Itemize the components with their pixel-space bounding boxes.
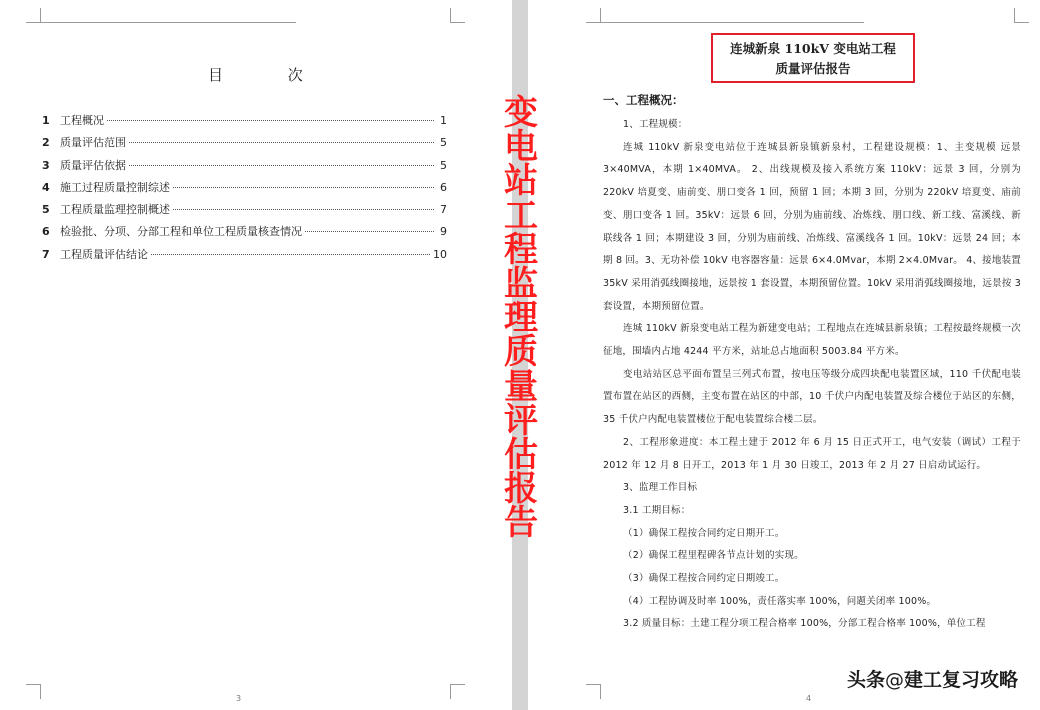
paragraph: 变电站站区总平面布置呈三列式布置，按电压等级分成四块配电装置区域，110 千伏配电装置布置在站区的西侧，主变布置在站区的中部，10 千伏户内配电装置及综合楼位于站区的东侧，35 千伏户内配电装置楼位于配电装置综合楼二层。 — [603, 368, 1021, 426]
crop-mark — [586, 8, 601, 23]
crop-mark — [26, 8, 41, 23]
title-char: 质 — [504, 332, 538, 373]
title-char: 电 — [504, 127, 538, 168]
toc-entry[interactable]: 3 质量评估依据 5 — [42, 158, 447, 172]
header-rule — [600, 22, 864, 23]
paragraph: 3.1 工期目标： — [623, 504, 691, 516]
list-item: （2）确保工程里程碑各节点计划的实现。 — [623, 550, 804, 562]
document-title — [711, 33, 915, 83]
paragraph: 连城 110kV 新泉变电站位于连城县新泉镇新泉村，工程建设规模：1、主变规模 远景 3×40MVA，本期 1×40MVA。 2、出线规模及接入系统方案 110kV：远景 3 回，分别为 220kV 培夏变、庙前变、朋口变各 1 回，预留 1 回；本期 3 回，分别为 220kV 培夏变、庙前变、朋口变各 1 回。35kV：远景 6 回，分别为庙前线、冶炼线、朋口线、新工线、富溪线、新联线各 1 回；本期建设 3 回，分别为庙前线、冶炼线、富溪线各 1 回。10kV：远景 24 回；本期 8 回。3、无功补偿 10kV 电容器容量：远景 6×4.0Mvar，本期 2×4.0Mvar。 4、接地装置 35kV 采用消弧线圈接地，远景按 1 套设置，本期预留位置。10kV 采用消弧线圈接地，远景按 3 套设置，本期预留位置。 — [603, 141, 1021, 312]
list-item: （1）确保工程按合同约定日期开工。 — [623, 527, 785, 539]
crop-mark — [450, 8, 465, 23]
toc-entry[interactable]: 6 检验批、分项、分部工程和单位工程质量核查情况 9 — [42, 225, 447, 239]
title-char: 评 — [504, 400, 538, 441]
toc-entry[interactable]: 4 施工过程质量控制综述 6 — [42, 180, 447, 194]
title-char: 告 — [504, 503, 538, 544]
right-page — [530, 0, 1040, 710]
title-char: 理 — [504, 298, 538, 339]
paragraph: 2、工程形象进度：本工程土建于 2012 年 6 月 15 日正式开工，电气安装（调试）工程于 2012 年 12 月 8 日开工，2013 年 1 月 30 日竣工，2013 年 2 月 27 日启动试运行。 — [603, 436, 1021, 471]
paragraph: 连城 110kV 新泉变电站工程为新建变电站；工程地点在连城县新泉镇；工程按最终规模一次征地，围墙内占地 4244 平方米，站址总占地面积 5003.84 平方米。 — [603, 323, 1021, 358]
list-item: （3）确保工程按合同约定日期竣工。 — [623, 573, 785, 585]
document-body — [603, 92, 1021, 636]
left-page — [0, 0, 510, 710]
toc-entry[interactable]: 2 质量评估范围 5 — [42, 136, 447, 150]
watermark: 头条@建工复习攻略 — [846, 669, 1018, 691]
crop-mark — [1014, 8, 1029, 23]
page-number: 3 — [236, 694, 242, 703]
document-title-line: 质量评估报告 — [775, 61, 851, 76]
title-char: 站 — [504, 161, 538, 202]
title-char: 报 — [504, 469, 538, 510]
document-title-line: 连城新泉 110kV 变电站工程 — [730, 41, 896, 56]
section-heading: 一、工程概况： — [603, 93, 684, 107]
paragraph: 3、监理工作目标 — [623, 482, 698, 494]
title-char: 监 — [504, 263, 538, 304]
toc-entry[interactable]: 5 工程质量监理控制概述 7 — [42, 203, 447, 217]
title-char: 量 — [504, 366, 538, 407]
page-number: 4 — [806, 694, 812, 703]
crop-mark — [26, 684, 41, 699]
header-rule — [40, 22, 296, 23]
overlay-vertical-title — [496, 93, 546, 544]
crop-mark — [586, 684, 601, 699]
crop-mark — [450, 684, 465, 699]
toc-title: 目 次 — [208, 66, 333, 84]
paragraph: 1、工程规模： — [623, 119, 688, 130]
table-of-contents — [42, 112, 447, 268]
toc-entry[interactable]: 7 工程质量评估结论 10 — [42, 247, 447, 261]
list-item: （4）工程协调及时率 100%，责任落实率 100%，问题关闭率 100%。 — [623, 595, 937, 607]
title-char: 估 — [504, 434, 538, 475]
toc-entry[interactable]: 1 工程概况 1 — [42, 114, 447, 127]
title-char: 程 — [504, 229, 538, 270]
paragraph: 3.2 质量目标：土建工程分项工程合格率 100%，分部工程合格率 100%，单位工程 — [623, 618, 986, 630]
title-char: 变 — [504, 93, 538, 133]
title-char: 工 — [504, 195, 538, 236]
